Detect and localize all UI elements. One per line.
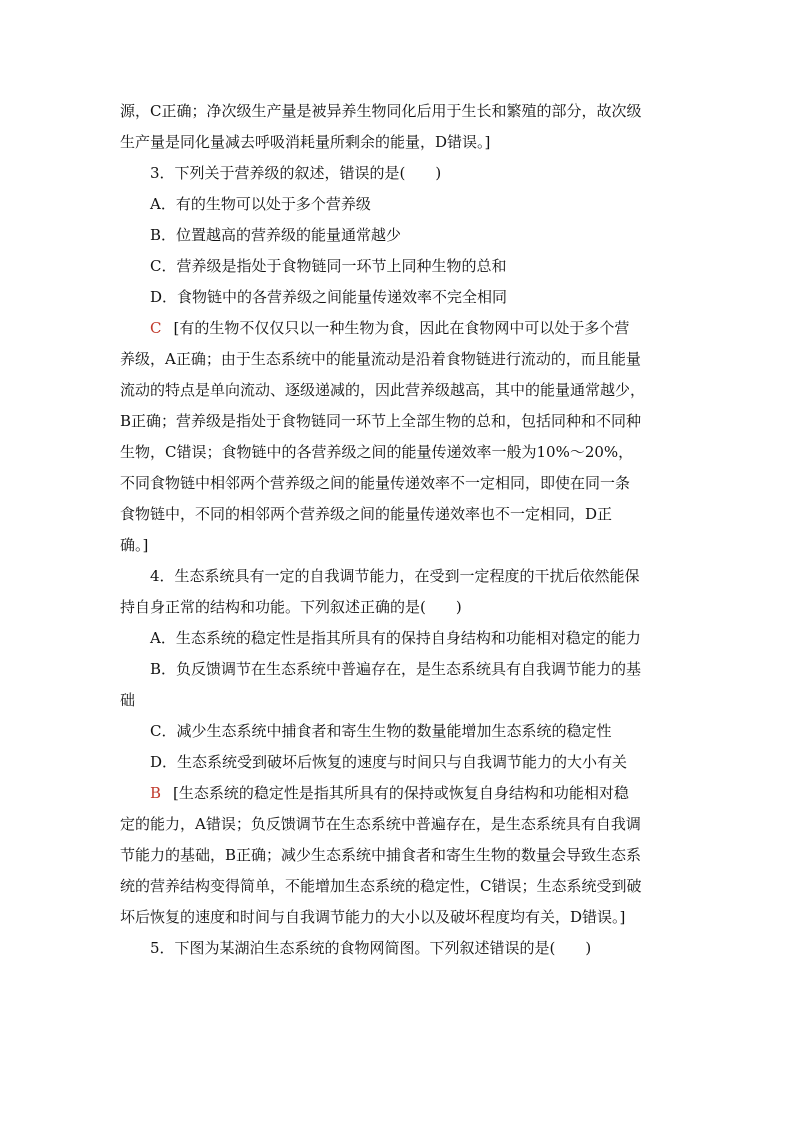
text-line: B正确；营养级是指处于食物链同一环节上全部生物的总和，包括同种和不同种	[120, 412, 642, 430]
question-3-option-a: A．有的生物可以处于多个营养级	[150, 195, 371, 213]
question-4-option-b-cont: 础	[120, 691, 136, 709]
text-line: 源，C正确；净次级生产量是被异养生物同化后用于生长和繁殖的部分，故次级	[120, 102, 642, 120]
question-4-stem-cont: 持自身正常的结构和功能。下列叙述正确的是( )	[120, 598, 462, 616]
text-line: 不同食物链中相邻两个营养级之间的能量传递效率不一定相同，即使在同一条	[120, 474, 631, 492]
text-line: 生产量是同化量减去呼吸消耗量所剩余的能量，D错误。]	[120, 133, 491, 151]
answer-letter: C	[150, 319, 162, 337]
question-3-explanation	[120, 313, 680, 344]
text-line: 生物，C错误；食物链中的各营养级之间的能量传递效率一般为10%～20%，	[120, 443, 634, 461]
text-line: 养级，A正确；由于生态系统中的能量流动是沿着食物链进行流动的，而且能量	[120, 350, 641, 368]
text-line: 食物链中，不同的相邻两个营养级之间的能量传递效率也不一定相同，D正	[120, 505, 613, 523]
document-page	[120, 96, 680, 964]
question-4-stem: 4．生态系统具有一定的自我调节能力，在受到一定程度的干扰后依然能保	[150, 567, 640, 585]
text-line: 节能力的基础，B正确；减少生态系统中捕食者和寄生生物的数量会导致生态系	[120, 846, 642, 864]
text-line: 流动的特点是单向流动、逐级递减的，因此营养级越高，其中的能量通常越少，	[120, 381, 646, 399]
text-line: 定的能力，A错误；负反馈调节在生态系统中普遍存在，是生态系统具有自我调	[120, 815, 641, 833]
explanation-text: [有的生物不仅仅只以一种生物为食，因此在食物网中可以处于多个营	[173, 319, 630, 337]
explanation-text: [生态系统的稳定性是指其所具有的保持或恢复自身结构和功能相对稳	[173, 784, 629, 802]
question-4-option-a: A．生态系统的稳定性是指其所具有的保持自身结构和功能相对稳定的能力	[150, 629, 641, 647]
question-4-option-b: B．负反馈调节在生态系统中普遍存在，是生态系统具有自我调节能力的基	[150, 660, 642, 678]
text-line: 统的营养结构变得简单，不能增加生态系统的稳定性，C错误；生态系统受到破	[120, 877, 642, 895]
text-line: 确。]	[120, 536, 149, 554]
answer-letter: B	[150, 784, 162, 802]
question-3-option-b: B．位置越高的营养级的能量通常越少	[150, 226, 402, 244]
question-5-stem: 5．下图为某湖泊生态系统的食物网简图。下列叙述错误的是( )	[150, 939, 592, 957]
question-3-stem: 3．下列关于营养级的叙述，错误的是( )	[150, 164, 442, 182]
question-3-option-d: D．食物链中的各营养级之间能量传递效率不完全相同	[150, 288, 508, 306]
question-4-explanation	[120, 778, 680, 809]
question-3-option-c: C．营养级是指处于食物链同一环节上同种生物的总和	[150, 257, 507, 275]
text-line: 坏后恢复的速度和时间与自我调节能力的大小以及破坏程度均有关，D错误。]	[120, 908, 626, 926]
question-4-option-d: D．生态系统受到破坏后恢复的速度与时间只与自我调节能力的大小有关	[150, 753, 628, 771]
question-4-option-c: C．减少生态系统中捕食者和寄生生物的数量能增加生态系统的稳定性	[150, 722, 612, 740]
